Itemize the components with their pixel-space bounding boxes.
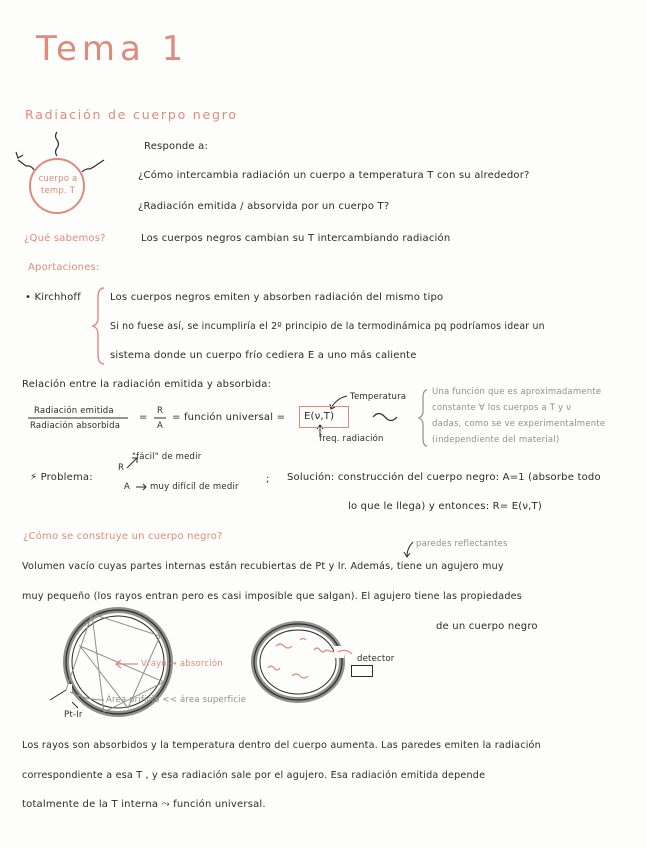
que-sabemos-label: ¿Qué sabemos?: [24, 233, 106, 244]
note-line-3: dadas, como se ve experimentalmente: [432, 419, 606, 429]
detector-label: detector: [357, 654, 395, 664]
question-1: ¿Cómo intercambia radiación un cuerpo a temperatura T con su alrededor?: [138, 170, 530, 181]
problema-r-note: "fácil" de medir: [132, 452, 202, 462]
formula-r: R: [157, 406, 164, 416]
problema-r: R: [118, 463, 125, 473]
paredes-arrow: [407, 542, 413, 556]
note-brace: [419, 390, 427, 446]
cavity-figure-2: [254, 624, 344, 700]
vrayo-label: Vrayo → absorción: [141, 659, 223, 669]
conclusion-line-2: correspondiente a esa T , y esa radiación sale por el agujero. Esa radiación emitida depende: [22, 770, 486, 781]
kirchhoff-label: • Kirchhoff: [25, 292, 81, 303]
formula-denominator: Radiación absorbida: [30, 421, 121, 431]
aportaciones-label: Aportaciones:: [28, 262, 100, 273]
relacion-heading: Relación entre la radiación emitida y absorbida:: [22, 379, 272, 390]
note-line-4: (independiente del material): [432, 435, 560, 445]
function-expr: E(ν,T): [304, 411, 335, 422]
problema-semicolon: ;: [266, 474, 270, 485]
kirchhoff-line-3: sistema donde un cuerpo frío cediera E a uno más caliente: [110, 350, 417, 361]
section-title: Radiación de cuerpo negro: [25, 107, 238, 122]
solucion-line-1: Solución: construcción del cuerpo negro: A=1 (absorbe todo: [287, 472, 601, 483]
ptir-arrow: [72, 702, 78, 708]
construccion-line-1: Volumen vacío cuyas partes internas están recubiertas de Pt y Ir. Además, tiene un agujero muy: [22, 561, 504, 572]
construccion-line-3: de un cuerpo negro: [436, 621, 538, 632]
formula-equals-1: =: [139, 412, 148, 423]
problema-a: A: [124, 482, 131, 492]
body-label: cuerpo a temp. T: [38, 174, 78, 196]
question-2: ¿Radiación emitida / absorvida por un cuerpo T?: [138, 201, 390, 212]
wavy-arrow-right: [82, 160, 104, 172]
ptir-label: Pt-Ir: [64, 710, 83, 720]
formula-universal: = función universal =: [172, 412, 286, 423]
formula-numerator: Radiación emitida: [34, 406, 114, 416]
problema-a-note: muy difícil de medir: [150, 482, 239, 492]
kirchhoff-brace: [93, 288, 104, 364]
note-line-1: Una función que es aproximadamente: [432, 387, 602, 397]
formula-a: A: [157, 421, 164, 431]
construccion-heading: ¿Cómo se construye un cuerpo negro?: [23, 531, 223, 542]
wavy-arrow-top: [56, 132, 59, 156]
responde-label: Responde a:: [144, 141, 209, 152]
construccion-line-2: muy pequeño (los rayos entran pero es casi imposible que salgan). El agujero tiene las propiedades: [22, 591, 522, 602]
solucion-line-2: lo que le llega) y entonces: R= E(ν,T): [348, 501, 542, 512]
detector-box: [351, 665, 373, 677]
area-label: Área orificio << área superficie: [106, 695, 247, 705]
note-line-2: constante ∀ los cuerpos a T y ν: [432, 403, 572, 413]
conclusion-line-3: totalmente de la T interna ⤳ función universal.: [22, 799, 266, 810]
que-sabemos-text: Los cuerpos negros cambian su T intercambiando radiación: [141, 233, 451, 244]
page-title: Tema 1: [36, 29, 189, 69]
freq-label: freq. radiación: [319, 434, 384, 444]
kirchhoff-line-2: Si no fuese así, se incumpliría el 2º principio de la termodinámica pq podríamos idear un: [110, 321, 545, 332]
tilde-mark: [373, 414, 397, 421]
problema-label: ⚡ Problema:: [30, 472, 93, 483]
temperatura-label: Temperatura: [350, 392, 407, 402]
wavy-arrow-left: [18, 160, 34, 170]
kirchhoff-line-1: Los cuerpos negros emiten y absorben radiación del mismo tipo: [110, 292, 444, 303]
conclusion-line-1: Los rayos son absorbidos y la temperatura dentro del cuerpo aumenta. Las paredes emiten la radiación: [22, 740, 541, 751]
paredes-label: paredes reflectantes: [416, 539, 508, 549]
